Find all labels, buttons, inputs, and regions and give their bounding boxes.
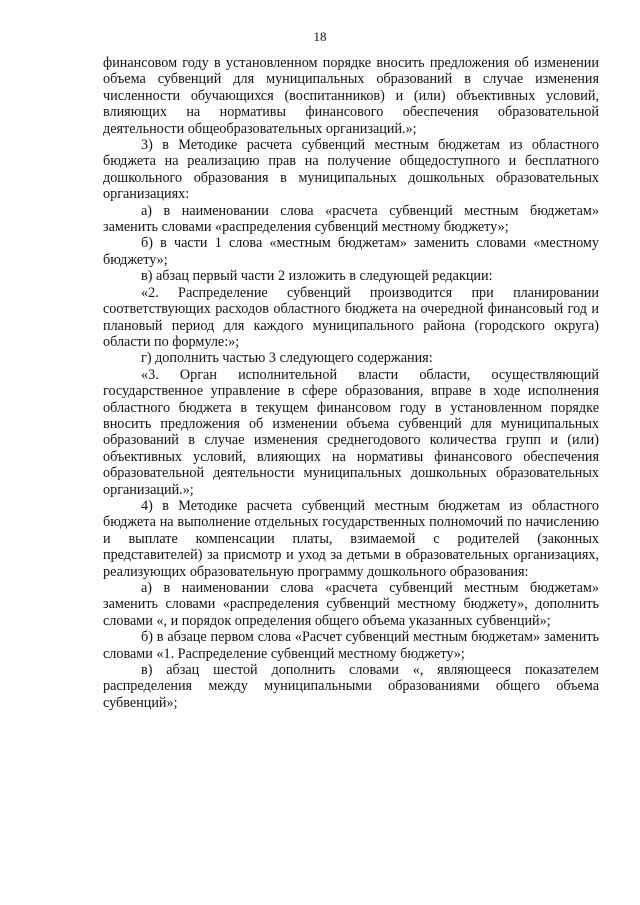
- paragraph-8: «3. Орган исполнительной власти области, осуществляющий государственное управление в сфере образования, вправе в ходе исполнения областного бюджета в текущем финансовом году в установленном порядке вносить предложения об изменении объема субвенций для муниципальных образований в случае изменения среднегодового количества групп и (или) объективных условий, влияющих на нормативы финансового обеспечения образовательной деятельности муниципальных дошкольных образовательных организаций.»;: [103, 366, 599, 498]
- paragraph-7: г) дополнить частью 3 следующего содержания:: [141, 350, 433, 367]
- paragraph-9: 4) в Методике расчета субвенций местным бюджетам из областного бюджета на выполнение отдельных государственных полномочий по начислению и выплате компенсации платы, взимаемой с родителей (законных представителей) за присмотр и уход за детьми в образовательных организациях, реализующих образовательную программу дошкольного образования:: [103, 497, 599, 580]
- paragraph-1: финансовом году в установленном порядке вносить предложения об изменении объема субвенций для муниципальных образований в случае изменения численности обучающихся (воспитанников) и (или) объективных условий, влияющих на нормативы финансового обеспечения образовательной деятельности общеобразовательных организаций.»;: [103, 55, 599, 137]
- paragraph-11: б) в абзаце первом слова «Расчет субвенций местным бюджетам» заменить словами «1. Распределение субвенций местному бюджету»;: [103, 629, 599, 662]
- document-body: [103, 55, 599, 711]
- paragraph-12: в) абзац шестой дополнить словами «, являющееся показателем распределения между муниципальными образованиями общего объема субвенций»;: [103, 662, 599, 711]
- paragraph-5: в) абзац первый части 2 изложить в следующей редакции:: [141, 268, 493, 285]
- paragraph-4: б) в части 1 слова «местным бюджетам» заменить словами «местному бюджету»;: [103, 235, 599, 268]
- paragraph-3: а) в наименовании слова «расчета субвенций местным бюджетам» заменить словами «распределения субвенций местному бюджету»;: [103, 202, 599, 236]
- paragraph-2: 3) в Методике расчета субвенций местным бюджетам из областного бюджета на реализацию прав на получение общедоступного и бесплатного дошкольного образования в муниципальных дошкольных образовательных организациях:: [103, 137, 599, 203]
- paragraph-6: «2. Распределение субвенций производится при планировании соответствующих расходов областного бюджета на очередной финансовый год и плановый период для каждого муниципального района (городского округа) области по формуле:»;: [103, 284, 599, 350]
- paragraph-10: а) в наименовании слова «расчета субвенций местным бюджетам» заменить словами «распределения субвенций местному бюджету», дополнить словами «, и порядок определения общего объема указанных субвенций»;: [103, 580, 599, 629]
- page-number: 18: [313, 29, 327, 44]
